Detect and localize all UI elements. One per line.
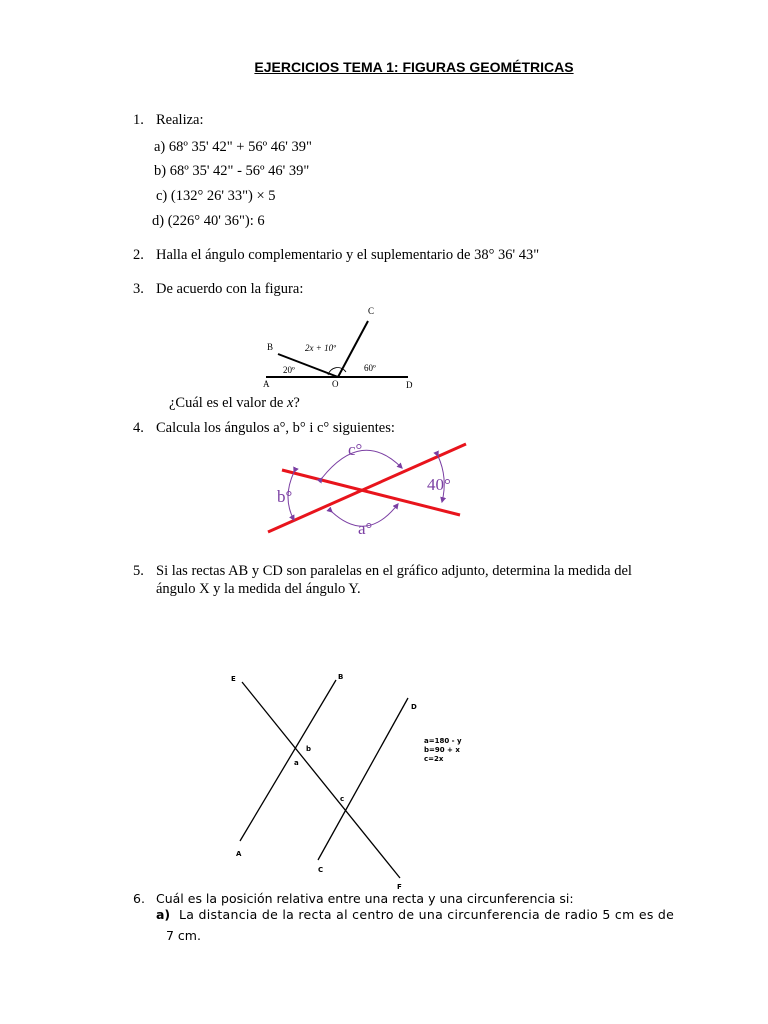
q4-text: Calcula los ángulos a°, b° i c° siguientes: xyxy=(156,420,395,436)
equation-a: a=180 - y xyxy=(424,737,462,745)
q3-text: De acuerdo con la figura: xyxy=(156,281,304,297)
label-b: b° xyxy=(277,487,293,506)
angle-figure xyxy=(258,298,422,390)
parallel-lines-figure xyxy=(228,670,508,892)
label-E: E xyxy=(231,675,236,683)
label-O: O xyxy=(332,379,339,389)
label-D: D xyxy=(411,703,417,711)
q5-line1: Si las rectas AB y CD son paralelas en el gráfico adjunto, determina la medida del xyxy=(156,563,632,579)
q6-item-line1: La distancia de la recta al centro de una circunferencia de radio 5 cm es de xyxy=(179,907,675,922)
q1-item-a: a) 68º 35' 42" + 56º 46' 39" xyxy=(154,139,312,155)
equation-c: c=2x xyxy=(424,755,444,763)
q6-text: Cuál es la posición relativa entre una recta y una circunferencia si: xyxy=(156,891,574,906)
label-A: A xyxy=(236,850,242,858)
label-60: 60º xyxy=(364,363,376,373)
label-c: c° xyxy=(348,440,363,459)
q1-item-b: b) 68º 35' 42" - 56º 46' 39" xyxy=(154,163,310,179)
q1-text: Realiza: xyxy=(156,112,204,128)
label-2x-10: 2x + 10º xyxy=(305,343,336,353)
label-C: C xyxy=(318,866,324,874)
label-B: B xyxy=(267,342,274,352)
label-20: 20º xyxy=(283,365,295,375)
label-b: b xyxy=(306,745,312,753)
q3-question-suffix: ? xyxy=(293,395,300,411)
equation-b: b=90 + x xyxy=(424,746,460,754)
label-F: F xyxy=(397,883,402,891)
q3-question xyxy=(169,395,300,412)
q6-number: 6. xyxy=(133,891,145,906)
q6-item-line2: 7 cm. xyxy=(166,928,201,943)
q5-number: 5. xyxy=(133,563,144,579)
q1-item-c: c) (132° 26' 33") × 5 xyxy=(156,188,276,204)
crossing-lines-figure xyxy=(262,438,472,542)
q3-question-prefix: ¿Cuál es el valor de xyxy=(169,395,287,411)
q1-item-d: d) (226° 40' 36"): 6 xyxy=(152,213,265,229)
page-title: EJERCICIOS TEMA 1: FIGURAS GEOMÉTRICAS xyxy=(254,59,574,75)
line-EF xyxy=(242,682,400,878)
line-AB xyxy=(240,680,336,841)
q4-number: 4. xyxy=(133,420,144,436)
label-c: c xyxy=(340,795,345,803)
q2-number: 2. xyxy=(133,247,144,263)
q2-text: Halla el ángulo complementario y el suplementario de 38° 36' 43" xyxy=(156,247,540,263)
label-a: a° xyxy=(358,519,373,538)
label-B: B xyxy=(338,673,344,681)
q5-line2: ángulo X y la medida del ángulo Y. xyxy=(156,581,361,597)
label-a: a xyxy=(294,759,299,767)
label-A: A xyxy=(263,379,270,389)
q6-item-label: a) xyxy=(156,907,171,922)
q3-number: 3. xyxy=(133,281,144,297)
label-D: D xyxy=(406,380,413,390)
label-C: C xyxy=(368,306,375,316)
q1-number: 1. xyxy=(133,112,144,128)
line-CD xyxy=(318,698,408,860)
label-40: 40° xyxy=(427,475,451,494)
q3-question-var: x xyxy=(286,395,294,411)
